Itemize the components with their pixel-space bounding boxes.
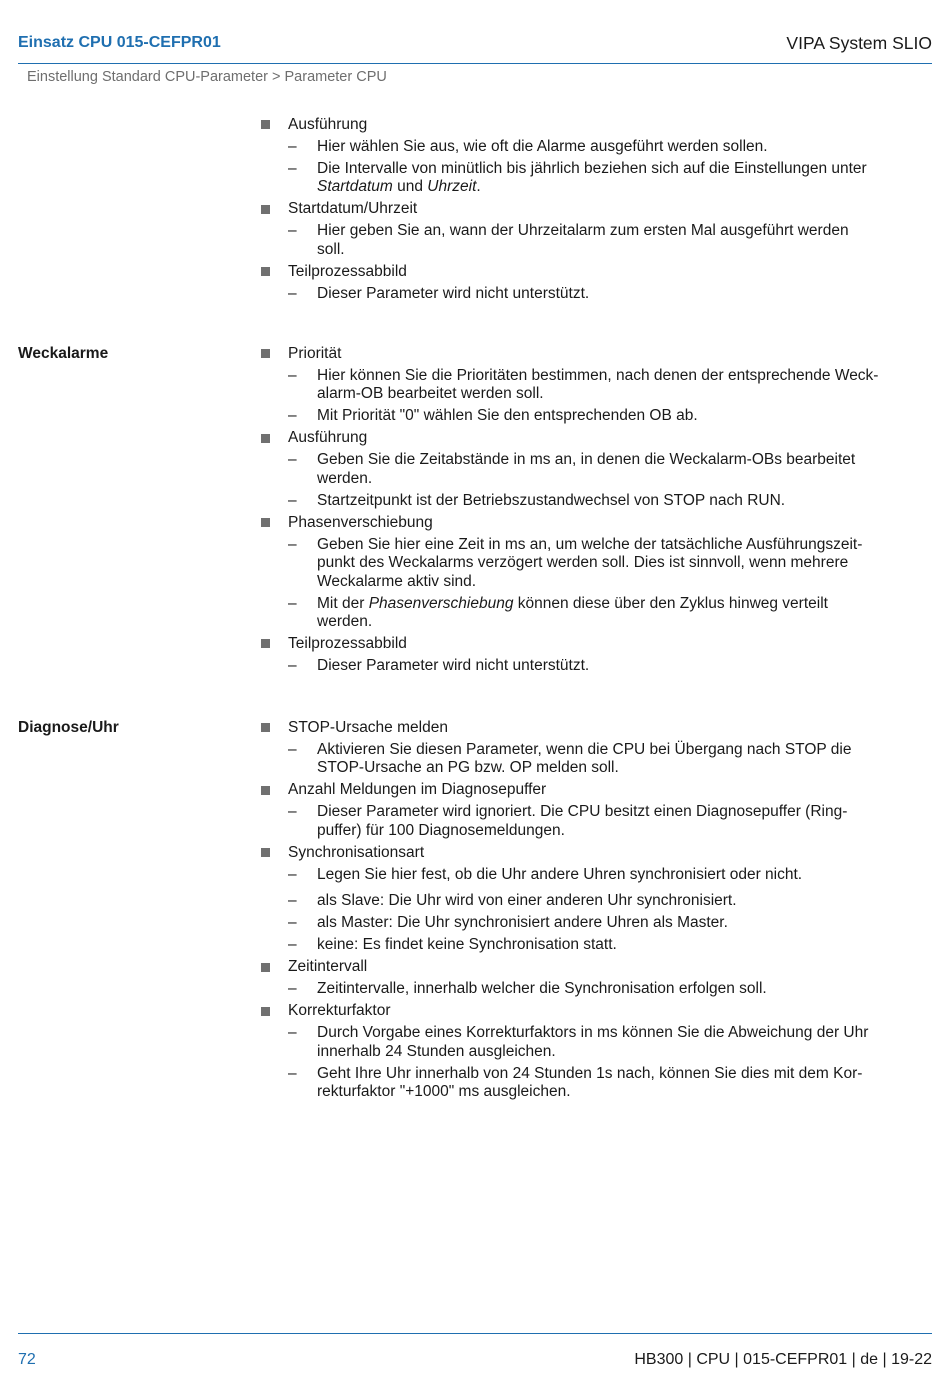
- dash-icon: –: [288, 1024, 297, 1042]
- document-reference: HB300 | CPU | 015-CEFPR01 | de | 19-22: [634, 1351, 932, 1368]
- square-bullet-icon: [261, 723, 270, 732]
- section-label: Weckalarme: [18, 345, 109, 362]
- list-item-teilprozessabbild: [258, 263, 936, 281]
- sub-item-text: alarm-OB bearbeitet werden soll.: [317, 385, 544, 403]
- item-label: Ausführung: [288, 429, 368, 447]
- sub-item-text: Durch Vorgabe eines Korrekturfaktors in ms können Sie die Abweichung der Uhr: [317, 1024, 869, 1042]
- section-content: [258, 116, 936, 307]
- dash-icon: –: [288, 803, 297, 821]
- square-bullet-icon: [261, 267, 270, 276]
- dash-icon: –: [288, 407, 297, 425]
- sub-item-text: punkt des Weckalarms verzögert werden soll. Dies ist sinnvoll, wenn mehrere: [317, 554, 849, 572]
- dash-icon: –: [288, 657, 297, 675]
- sub-item-text: Hier können Sie die Prioritäten bestimmen, nach denen der entsprechende Weck-: [317, 367, 879, 384]
- sub-item: [258, 367, 936, 404]
- list-item-ausfuehrung: [258, 116, 936, 134]
- sub-item: [258, 741, 936, 778]
- square-bullet-icon: [261, 434, 270, 443]
- sub-item-text: Dieser Parameter wird nicht unterstützt.: [317, 284, 590, 302]
- dash-icon: –: [288, 160, 297, 177]
- list-item-teilprozessabbild: [258, 635, 936, 653]
- sub-item-text: keine: Es findet keine Synchronisation statt.: [317, 936, 617, 954]
- sub-item: [258, 407, 936, 425]
- sub-item-text: Hier geben Sie an, wann der Uhrzeitalarm zum ersten Mal ausgeführt werden: [317, 222, 849, 240]
- square-bullet-icon: [261, 786, 270, 795]
- dash-icon: –: [288, 491, 297, 509]
- item-label: Anzahl Meldungen im Diagnosepuffer: [288, 781, 547, 799]
- section-content: [258, 345, 936, 679]
- emphasis-uhrzeit: Uhrzeit: [427, 178, 477, 196]
- sub-item-text: innerhalb 24 Stunden ausgleichen.: [317, 1042, 556, 1060]
- sub-item: [258, 1024, 936, 1061]
- sub-item: [258, 222, 936, 259]
- list-item-zeitintervall: [258, 958, 936, 976]
- sub-item-text: Geben Sie die Zeitabstände in ms an, in denen die Weckalarm-OBs bearbeitet: [317, 451, 856, 469]
- section-label: Diagnose/Uhr: [18, 719, 119, 736]
- sub-item-text: Dieser Parameter wird ignoriert. Die CPU besitzt einen Diagnosepuffer (Ring-: [317, 803, 848, 821]
- sub-item: [258, 492, 936, 510]
- item-label: Zeitintervall: [288, 958, 368, 976]
- section-content: [258, 719, 936, 1105]
- sub-item-text: werden.: [317, 613, 373, 631]
- sub-item-text: Die Intervalle von minütlich bis jährlich beziehen sich auf die Einstellungen unter: [317, 160, 867, 177]
- sub-item-text: Zeitintervalle, innerhalb welcher die Synchronisation erfolgen soll.: [317, 980, 767, 998]
- sub-item: [258, 657, 936, 675]
- header-divider: [18, 63, 932, 64]
- sub-item-text: werden.: [317, 469, 373, 487]
- emphasis-phasenverschiebung: Phasenverschiebung: [368, 594, 514, 612]
- dash-icon: –: [288, 936, 297, 954]
- sub-item-text: puffer) für 100 Diagnosemeldungen.: [317, 821, 565, 839]
- sub-item-text: soll.: [317, 240, 345, 258]
- dash-icon: –: [288, 1064, 297, 1082]
- sub-item-text: als Slave: Die Uhr wird von einer anderen Uhr synchronisiert.: [317, 892, 737, 910]
- item-label: Synchronisationsart: [288, 843, 425, 861]
- dash-icon: –: [288, 284, 297, 302]
- sub-item-text: Mit Priorität "0" wählen Sie den entsprechenden OB ab.: [317, 407, 698, 425]
- sub-item: [258, 138, 936, 156]
- emphasis-startdatum: Startdatum: [317, 178, 393, 196]
- sub-item: [258, 803, 936, 840]
- list-item-korrekturfaktor: [258, 1002, 936, 1020]
- footer-divider: [18, 1333, 932, 1334]
- dash-icon: –: [288, 535, 297, 553]
- sub-item-text: Geht Ihre Uhr innerhalb von 24 Stunden 1s nach, können Sie dies mit dem Kor-: [317, 1064, 863, 1082]
- sub-item-text: können diese über den Zyklus hinweg verteilt: [513, 594, 828, 612]
- sub-item-text: als Master: Die Uhr synchronisiert andere Uhren als Master.: [317, 914, 728, 932]
- item-label: STOP-Ursache melden: [288, 719, 448, 736]
- list-item-startdatum-uhrzeit: [258, 200, 936, 218]
- sub-item-text: Aktivieren Sie diesen Parameter, wenn die CPU bei Übergang nach STOP die: [317, 741, 852, 758]
- sub-item-text: Dieser Parameter wird nicht unterstützt.: [317, 657, 590, 675]
- list-item-stop-ursache-melden: [258, 719, 936, 737]
- sub-item-text: Mit der: [317, 594, 369, 612]
- sub-item: [258, 866, 936, 884]
- square-bullet-icon: [261, 205, 270, 214]
- sub-item: [258, 1065, 936, 1102]
- square-bullet-icon: [261, 639, 270, 648]
- list-item-synchronisationsart: [258, 844, 936, 862]
- item-label: Priorität: [288, 345, 342, 362]
- item-label: Phasenverschiebung: [288, 513, 433, 531]
- breadcrumb: Einstellung Standard CPU-Parameter > Parameter CPU: [27, 69, 387, 85]
- dash-icon: –: [288, 367, 297, 384]
- dash-icon: –: [288, 138, 297, 155]
- square-bullet-icon: [261, 848, 270, 857]
- dash-icon: –: [288, 594, 297, 612]
- item-label: Ausführung: [288, 116, 368, 133]
- header-product-title: VIPA System SLIO: [786, 33, 932, 53]
- list-item-prioritaet: [258, 345, 936, 363]
- dash-icon: –: [288, 451, 297, 469]
- sub-item-text: rekturfaktor "+1000" ms ausgleichen.: [317, 1083, 571, 1101]
- list-item-phasenverschiebung: [258, 514, 936, 532]
- sub-item: [258, 595, 936, 632]
- dash-icon: –: [288, 741, 297, 758]
- sub-item: [258, 980, 936, 998]
- sub-item-text: Hier wählen Sie aus, wie oft die Alarme ausgeführt werden sollen.: [317, 138, 768, 155]
- sub-item: [258, 285, 936, 303]
- sub-item: [258, 451, 936, 488]
- header-chapter-title: Einsatz CPU 015-CEFPR01: [18, 34, 221, 51]
- list-item-ausfuehrung: [258, 429, 936, 447]
- sub-item: [258, 160, 936, 197]
- sub-item-text: Weckalarme aktiv sind.: [317, 572, 477, 590]
- square-bullet-icon: [261, 1007, 270, 1016]
- sub-item: [258, 892, 936, 910]
- sub-item: [258, 536, 936, 591]
- sub-item-text: Geben Sie hier eine Zeit in ms an, um welche der tatsächliche Ausführungszeit-: [317, 535, 863, 553]
- square-bullet-icon: [261, 120, 270, 129]
- item-label: Startdatum/Uhrzeit: [288, 200, 418, 218]
- dash-icon: –: [288, 914, 297, 932]
- list-item-anzahl-meldungen: [258, 781, 936, 799]
- sub-item-text: und: [392, 178, 428, 196]
- sub-item: [258, 936, 936, 954]
- sub-item-text: STOP-Ursache an PG bzw. OP melden soll.: [317, 759, 619, 777]
- dash-icon: –: [288, 980, 297, 998]
- item-label: Teilprozessabbild: [288, 635, 407, 653]
- item-label: Korrekturfaktor: [288, 1002, 391, 1020]
- square-bullet-icon: [261, 518, 270, 527]
- sub-item: [258, 914, 936, 932]
- sub-item-text: .: [476, 178, 481, 196]
- sub-item-text: Legen Sie hier fest, ob die Uhr andere Uhren synchronisiert oder nicht.: [317, 865, 803, 883]
- sub-item-text: Startzeitpunkt ist der Betriebszustandwechsel von STOP nach RUN.: [317, 491, 786, 509]
- page-number: 72: [18, 1351, 36, 1368]
- square-bullet-icon: [261, 349, 270, 358]
- item-label: Teilprozessabbild: [288, 262, 407, 280]
- dash-icon: –: [288, 222, 297, 240]
- dash-icon: –: [288, 892, 297, 910]
- dash-icon: –: [288, 865, 297, 883]
- square-bullet-icon: [261, 963, 270, 972]
